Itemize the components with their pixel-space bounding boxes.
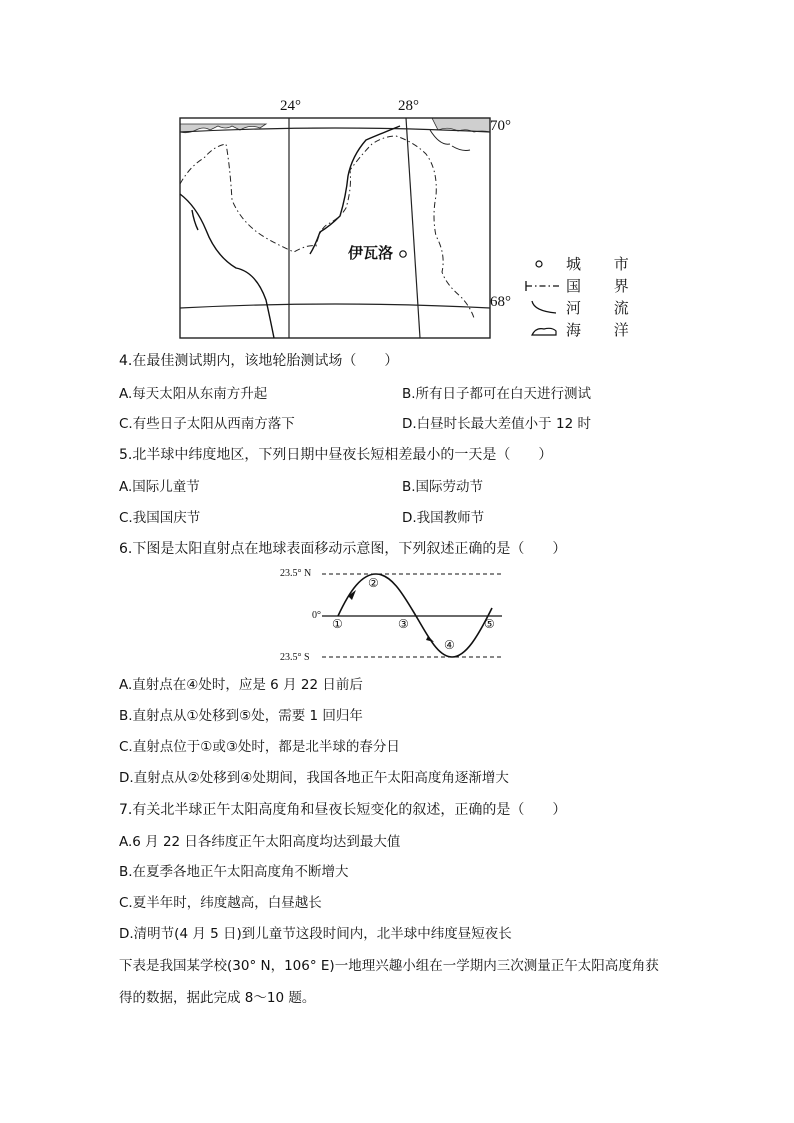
map-svg (170, 96, 500, 346)
diagram-point-4: ④ (444, 638, 455, 652)
lat-label-68: 68° (490, 294, 511, 310)
diagram-label-equator: 0° (312, 610, 321, 621)
question-7-stem: 7.有关北半球正午太阳高度角和昼夜长短变化的叙述，正确的是（ ） (119, 802, 567, 818)
diagram-point-5: ⑤ (484, 617, 495, 631)
sun-path-diagram (280, 566, 510, 664)
question-6-option-a: A.直射点在④处时，应是 6 月 22 日前后 (119, 677, 363, 693)
question-4-option-b: B.所有日子都可在白天进行测试 (402, 386, 592, 402)
river-icon (528, 299, 560, 317)
border-line-icon (524, 279, 564, 293)
legend-label-border: 国 界 (566, 277, 643, 295)
lon-label-24: 24° (280, 98, 301, 114)
diagram-label-tropic-s: 23.5° S (280, 652, 310, 663)
question-4-option-c: C.有些日子太阳从西南方落下 (119, 416, 295, 432)
question-6-option-d: D.直射点从②处移到④处期间，我国各地正午太阳高度角逐渐增大 (119, 770, 509, 786)
question-5-option-c: C.我国国庆节 (119, 510, 201, 526)
arrow-down-icon (426, 636, 434, 642)
lon-label-28: 28° (398, 98, 419, 114)
city-name: 伊瓦洛 (348, 244, 394, 262)
question-6-stem: 6.下图是太阳直射点在地球表面移动示意图，下列叙述正确的是（ ） (119, 541, 567, 557)
lat-line-68 (180, 304, 490, 308)
legend-label-river: 河 流 (566, 299, 643, 317)
city-dot-icon (534, 259, 544, 269)
question-5-option-d: D.我国教师节 (402, 510, 485, 526)
map-figure (170, 96, 511, 346)
question-6-option-b: B.直射点从①处移到⑤处，需要 1 回归年 (119, 708, 363, 724)
question-7-option-a: A.6 月 22 日各纬度正午太阳高度均达到最大值 (119, 834, 401, 850)
legend-label-ocean: 海 洋 (566, 321, 643, 339)
closing-line-1: 下表是我国某学校(30° N，106° E)一地理兴趣小组在一学期内三次测量正午太阳高度角获 (119, 958, 659, 974)
diagram-point-3: ③ (398, 617, 409, 631)
closing-line-2: 得的数据，据此完成 8～10 题。 (119, 990, 316, 1006)
ocean-icon (528, 323, 560, 339)
diagram-label-tropic-n: 23.5° N (280, 568, 312, 579)
legend-row-river (524, 297, 644, 319)
question-5-option-a: A.国际儿童节 (119, 479, 200, 495)
question-4-option-a: A.每天太阳从东南方升起 (119, 386, 268, 402)
question-6-option-c: C.直射点位于①或③处时，都是北半球的春分日 (119, 739, 400, 755)
legend-row-city (524, 253, 644, 275)
legend-label-city: 城 市 (566, 255, 643, 273)
question-7-option-b: B.在夏季各地正午太阳高度角不断增大 (119, 864, 349, 880)
question-7-option-d: D.清明节(4 月 5 日)到儿童节这段时间内，北半球中纬度昼短夜长 (119, 926, 512, 942)
river-right (430, 130, 470, 151)
diagram-point-1: ① (332, 617, 343, 631)
question-4-stem: 4.在最佳测试期内，该地轮胎测试场（ ） (119, 353, 399, 369)
legend-row-border (524, 275, 644, 297)
map-frame (180, 118, 490, 338)
question-5-option-b: B.国际劳动节 (402, 479, 484, 495)
question-4-option-d: D.白昼时长最大差值小于 12 时 (402, 416, 591, 432)
map-legend (524, 253, 644, 343)
legend-row-ocean (524, 319, 644, 341)
lat-label-70: 70° (490, 118, 511, 134)
question-7-option-c: C.夏半年时，纬度越高，白昼越长 (119, 895, 322, 911)
question-5-stem: 5.北半球中纬度地区，下列日期中昼夜长短相差最小的一天是（ ） (119, 447, 553, 463)
diagram-point-2: ② (368, 576, 379, 590)
city-dot (400, 251, 406, 257)
